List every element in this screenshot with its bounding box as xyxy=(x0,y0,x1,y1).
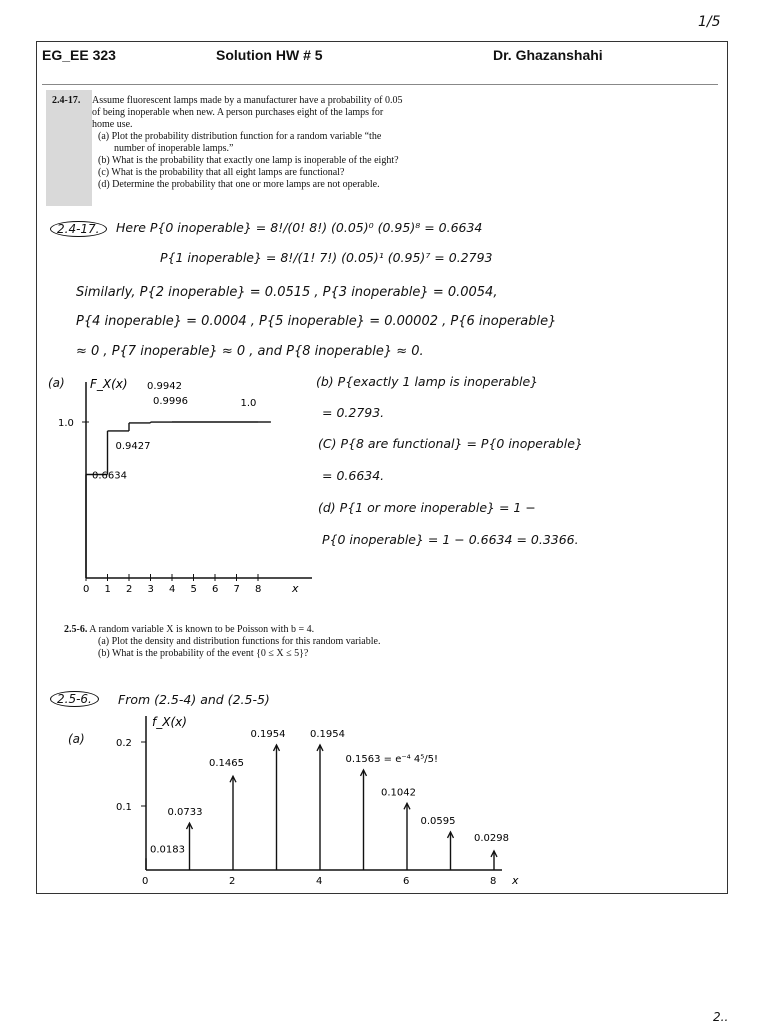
solution1-label xyxy=(50,222,107,236)
answer-d: (d) P{1 or more inoperable} = 1 − xyxy=(318,500,536,515)
pmf-value-label: 0.1042 xyxy=(381,787,416,799)
problem1-number: 2.4-17. xyxy=(52,95,81,106)
cdf-chart xyxy=(40,372,320,602)
cdf-x-tick-label: 8 xyxy=(255,584,262,595)
answer-b-value: = 0.2793. xyxy=(322,405,385,420)
pmf-y-tick-label: 0.1 xyxy=(116,802,132,813)
problem1-statement xyxy=(92,95,492,191)
pmf-value-label: 0.0733 xyxy=(167,807,203,819)
cdf-x-tick-label: 3 xyxy=(147,584,154,595)
problem1-line: of being inoperable when new. A person purchases eight of the lamps for xyxy=(92,107,384,118)
problem1-part-a-cont: number of inoperable lamps.” xyxy=(114,143,234,154)
pmf-value-label: 0.1563 = e⁻⁴ 4⁵/5! xyxy=(345,753,438,765)
cdf-x-label: x xyxy=(292,582,299,595)
answer-c: (C) P{8 are functional} = P{0 inoperable} xyxy=(318,436,583,451)
pmf-x-tick-label: 2 xyxy=(229,876,236,887)
cdf-annotation: 1.0 xyxy=(240,398,257,409)
problem2-number: 2.5-6. xyxy=(64,624,88,635)
document-title: Solution HW # 5 xyxy=(216,47,323,63)
pmf-x-tick-label: 4 xyxy=(316,876,323,887)
problem2-line xyxy=(64,624,524,636)
problem-number-highlight xyxy=(46,90,92,206)
pmf-value-label: 0.0595 xyxy=(420,815,456,827)
answer-b: (b) P{exactly 1 lamp is inoperable} xyxy=(316,374,539,389)
solution1-line: Here P{0 inoperable} = 8!/(0! 8!) (0.05)⁰ (0.95)⁸ = 0.6634 xyxy=(116,220,483,235)
pmf-value-label: 0.0298 xyxy=(474,832,509,844)
instructor-name: Dr. Ghazanshahi xyxy=(493,47,603,63)
pmf-x-label: x xyxy=(512,874,519,887)
cdf-x-tick-label: 5 xyxy=(190,584,197,595)
problem1-part-d: (d) Determine the probability that one or more lamps are not operable. xyxy=(98,179,380,190)
cdf-part-label: (a) xyxy=(48,376,65,390)
page-footer-mark: 2.. xyxy=(713,1010,729,1024)
solution1-line: Similarly, P{2 inoperable} = 0.0515 , P{3 inoperable} = 0.0054, xyxy=(76,285,498,300)
pmf-value-label: 0.0183 xyxy=(150,844,185,856)
pmf-chart xyxy=(100,708,540,890)
problem2-part-a: (a) Plot the density and distribution functions for this random variable. xyxy=(98,636,381,647)
problem1-part-a: (a) Plot the probability distribution function for a random variable “the xyxy=(98,131,382,142)
solution1-line: ≈ 0 , P{7 inoperable} ≈ 0 , and P{8 inoperable} ≈ 0. xyxy=(76,344,424,359)
problem1-line: Assume fluorescent lamps made by a manufacturer have a probability of 0.05 xyxy=(92,95,403,106)
problem1-part-c: (c) What is the probability that all eight lamps are functional? xyxy=(98,167,345,178)
cdf-annotation: 0.9996 xyxy=(153,396,188,408)
problem2-statement xyxy=(64,624,524,660)
solution2-label-text: 2.5-6. xyxy=(50,691,99,707)
problem1-line: home use. xyxy=(92,119,133,130)
pmf-part-label: (a) xyxy=(68,732,85,746)
header-divider xyxy=(42,84,718,85)
pmf-value-label: 0.1465 xyxy=(209,758,244,770)
solution2-intro: From (2.5-4) and (2.5-5) xyxy=(118,692,270,707)
solution1-label-text: 2.4-17. xyxy=(50,221,107,237)
solution1-line: P{4 inoperable} = 0.0004 , P{5 inoperable} = 0.00002 , P{6 inoperable} xyxy=(76,314,557,329)
pmf-x-tick-label: 8 xyxy=(490,876,497,887)
cdf-annotation: 0.6634 xyxy=(92,470,127,482)
solution1-line: P{1 inoperable} = 8!/(1! 7!) (0.05)¹ (0.95)⁷ = 0.2793 xyxy=(160,250,493,265)
cdf-x-tick-label: 7 xyxy=(233,584,240,595)
cdf-x-tick-label: 1 xyxy=(104,584,111,595)
course-code: EG_EE 323 xyxy=(42,47,116,63)
answer-d-value: P{0 inoperable} = 1 − 0.6634 = 0.3366. xyxy=(322,532,579,547)
pmf-y-tick-label: 0.2 xyxy=(116,738,132,749)
cdf-x-tick-label: 0 xyxy=(83,584,90,595)
pmf-y-label: f_X(x) xyxy=(152,715,187,729)
problem2-part-b: (b) What is the probability of the event {0 ≤ X ≤ 5}? xyxy=(98,648,309,659)
cdf-x-tick-label: 2 xyxy=(126,584,133,595)
page-number-mark: 1/5 xyxy=(698,14,721,30)
cdf-y-label: F_X(x) xyxy=(90,377,128,391)
pmf-x-tick-label: 6 xyxy=(403,876,410,887)
cdf-annotation: 0.9427 xyxy=(115,440,151,452)
pmf-value-label: 0.1954 xyxy=(250,728,286,740)
cdf-x-tick-label: 6 xyxy=(212,584,219,595)
problem1-part-b: (b) What is the probability that exactly one lamp is inoperable of the eight? xyxy=(98,155,399,166)
cdf-x-tick-label: 4 xyxy=(169,584,176,595)
problem2-text: A random variable X is known to be Poisson with b = 4. xyxy=(89,624,315,635)
pmf-x-tick-label: 0 xyxy=(142,876,149,887)
pmf-value-label: 0.1954 xyxy=(310,728,345,740)
cdf-annotation: 0.9942 xyxy=(147,380,182,392)
solution2-label xyxy=(50,692,99,706)
cdf-y-tick-label: 1.0 xyxy=(58,418,74,429)
answer-c-value: = 0.6634. xyxy=(322,468,385,483)
